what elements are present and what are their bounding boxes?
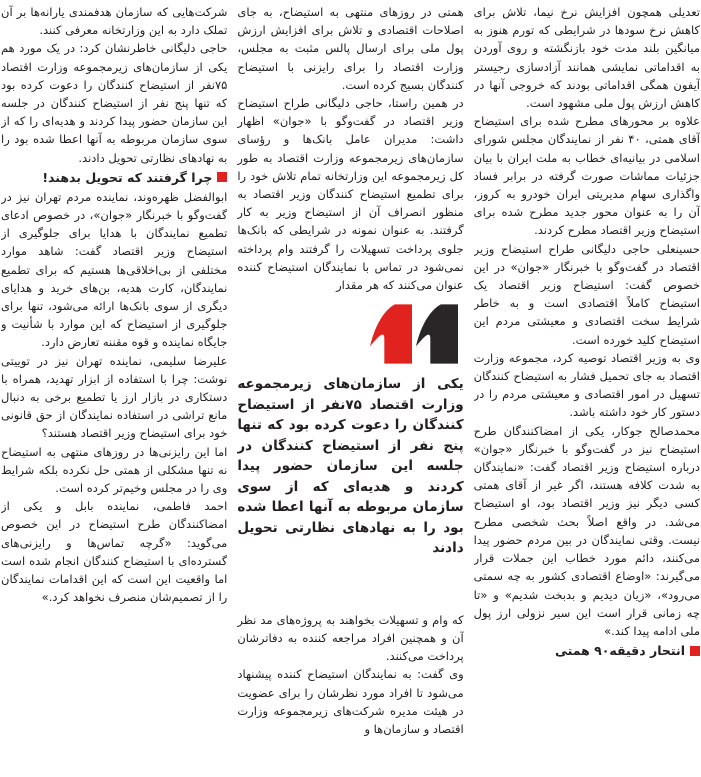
double-quote-marks-icon bbox=[237, 304, 457, 364]
red-square-bullet bbox=[690, 646, 700, 656]
paragraph: علاوه بر محورهای مطرح شده برای استیضاح آقای همتی، ۴۰ نفر از نمایندگان مجلس شورای اسلامی در بیانیه‌ای خطاب به ملت ایران با بیان جزئیات مماشات صورت گرفته در برابر فساد واگذاری سهام مدیریتی ایران خودرو به کروز، آن را به عنوان محور جدید مطرح شده برای استیضاح وزیر اقتصاد مطرح کردند. bbox=[473, 114, 700, 238]
paragraph: حسینعلی حاجی دلیگانی طراح استیضاح وزیر اقتصاد در گفت‌وگو با خبرنگار «جوان» در این خصوص گفت: استیضاح وزیر اقتصاد یک استیضاح کاملاً اقتصادی است و به خاطر شرایط سخت اقتصادی و معیشتی مردم این استیضاح کلید خورده است. bbox=[473, 241, 700, 347]
paragraph: وی گفت: به نمایندگان استیضاح کننده پیشنهاد می‌شود تا افراد مورد نظرشان را برای عضویت در هیئت مدیره شرکت‌های زیرمجموعه وزارت اقتصاد و سازمان‌ها و bbox=[237, 667, 464, 736]
paragraph: احمد فاطمی، نماینده بابل و یکی از امضاکنندگان طرح استیضاح در این خصوص می‌گوید: «گرچه تماس‌ها و رایزنی‌های گسترده‌ای با استیضاح کنندگان انجام شده است اما واقعیت این است که این اقدامات نمایندگان را از تصمیم‌شان منصرف نخواهد کرد.» bbox=[1, 499, 228, 605]
paragraph: تعدیلی همچون افزایش نرخ نیما، تلاش برای کاهش نرخ سودها در شرایطی که تورم هنوز به میانگین بلند مدت خود بازنگشته و روی آوردن به اقداماتی نمایشی همانند آزادسازی رجیستر آیفون همگی اقداماتی بودند که خروجی آنها در کاهش ارزش پول ملی مشهود است. bbox=[473, 5, 700, 111]
section-heading-label: انتحار دقیقه۹۰ همتی bbox=[554, 643, 685, 659]
pull-quote bbox=[237, 302, 463, 559]
pull-quote-text: یکی از سازمان‌های زیرمجموعه وزارت اقتصاد ۷۵نفر از استیضاح کنندگان را دعوت کرده بود که تنها پنج نفر از استیضاح کنندگان در جلسه این سازمان حضور پیدا کردند و هدیه‌ای که از سوی سازمان مربوطه به آنها اعطا شده بود را به نهادهای نظارتی تحویل دادند bbox=[237, 376, 464, 557]
paragraph: که وام و تسهیلات بخواهند به پروژه‌های مد نظر آن و همچنین افراد مراجعه کننده به دفاترشان پرداخت می‌کنند. bbox=[237, 612, 464, 664]
section-heading bbox=[1, 168, 227, 187]
paragraph: همتی در روزهای منتهی به استیضاح، به جای اصلاحات اقتصادی و تلاش برای افزایش ارزش پول ملی برای ارسال پالس مثبت به مجلس، وزارت اقتصاد را برای رایزنی با استیضاح کنندگان بسیج کرده است. bbox=[237, 5, 464, 92]
text-column-left bbox=[1, 3, 227, 777]
article-columns bbox=[1, 3, 700, 777]
quote-mark-dark-icon bbox=[416, 304, 458, 364]
paragraph: ابوالفضل ظهره‌وند، نماینده مردم تهران نیز در گفت‌وگو با خبرنگار «جوان»، در خصوص ادعای تطمیع نمایندگان با هدایا برای جلوگیری از استیضاح وزیر اقتصاد گفت: شاهد موارد مختلفی از بی‌اخلاقی‌ها هستیم که برای تطمیع نمایندگان، کارت هدیه، بن‌های خرید و هدایای دیگری از سوی بانک‌ها ارائه می‌شود، تنها برای جلوگیری از استیضاح که این موارد با شأنیت و جایگاه نماینده و قوه مقننه تعارض دارد. bbox=[1, 189, 228, 350]
section-heading bbox=[474, 641, 700, 660]
paragraph: در همین راستا، حاجی دلیگانی طراح استیضاح وزیر اقتصاد در گفت‌وگو با «جوان» اظهار داشت: مدیران عامل بانک‌ها و رؤسای سازمان‌های زیرمجموعه وزارت اقتصاد به طور کل زیرمجموعه این وزارتخانه تمام تلاش خود را برای تطمیع استیضاح کنندگان وزیر اقتصاد به منظور انصراف آن از استیضاح وزیر به کار گرفتند. به عنوان نمونه در شرایطی که بانک‌ها جلوی پرداخت تسهیلات را گرفتند وام پرداخته نمی‌شود در تماس با نمایندگان استیضاح کننده عنوان می‌کنند که هر مقدار bbox=[237, 96, 464, 293]
section-heading-label: چرا گرفتند که تحویل بدهند! bbox=[42, 169, 213, 185]
text-column-right bbox=[474, 3, 700, 777]
paragraph: وی به وزیر اقتصاد توصیه کرد، مجموعه وزارت اقتصاد به جای تحمیل فشار به استیضاح کنندگان تسهیل در امور اقتصادی و معیشتی مردم را در دستور کار خود داشته باشد. bbox=[473, 350, 700, 420]
text-column-middle bbox=[237, 3, 463, 777]
paragraph: محمدصالح جوکار، یکی از امضاکنندگان طرح استیضاح نیز در گفت‌وگو با خبرنگار «جوان» درباره استیضاح وزیر اقتصاد گفت: «نمایندگان به شدت کلافه هستند، اگر غیر از آقای همتی کسی دیگر نیز وزیر اقتصاد بود، او استیضاح می‌شد. در واقع اصلاً بحث شخصی مطرح نیست. وقتی نمایندگان در بین مردم حضور پیدا می‌کنند، دائم مورد خطاب این جملات قرار می‌گیرند: «اوضاع اقتصادی کشور به چه سمتی می‌رود»، «زیان دیدیم و بدبخت شدیم» و «تا چه زمانی قرار است این سیر نزولی ارز پول ملی ادامه پیدا کند.» bbox=[473, 423, 700, 638]
paragraph: علیرضا سلیمی، نماینده تهران نیز در توییتی نوشت: چرا با استفاده از ابزار تهدید، همراه با دستکاری در بازار ارز یا تطمیع برخی به دنبال مانع تراشی در استفاده نمایندگان از حق قانونی خود برای استیضاح وزیر اقتصاد هستند؟ bbox=[1, 353, 228, 441]
paragraph: اما این رایزنی‌ها در روزهای منتهی به استیضاح نه تنها مشکلی از همتی حل نکرده بلکه شرایط وی را در مجلس وخیم‌تر کرده است. bbox=[1, 444, 228, 496]
red-square-bullet bbox=[217, 172, 227, 182]
paragraph: شرکت‌هایی که سازمان هدفمندی یارانه‌ها بر آن تملک دارد به این وزارتخانه معرفی کنند. bbox=[1, 5, 228, 38]
quote-mark-red-icon bbox=[370, 304, 412, 364]
paragraph: حاجی دلیگانی خاطرنشان کرد: در یک مورد هم یکی از سازمان‌های زیرمجموعه وزارت اقتصاد ۷۵نفر از استیضاح کنندگان را دعوت کرده بود که تنها پنج نفر از استیضاح کنندگان در جلسه این سازمان حضور پیدا کردند و هدیه‌ای را که از سوی سازمان مربوطه به آنها اعطا شده بود را به نهادهای نظارتی تحویل دادند. bbox=[1, 41, 228, 165]
